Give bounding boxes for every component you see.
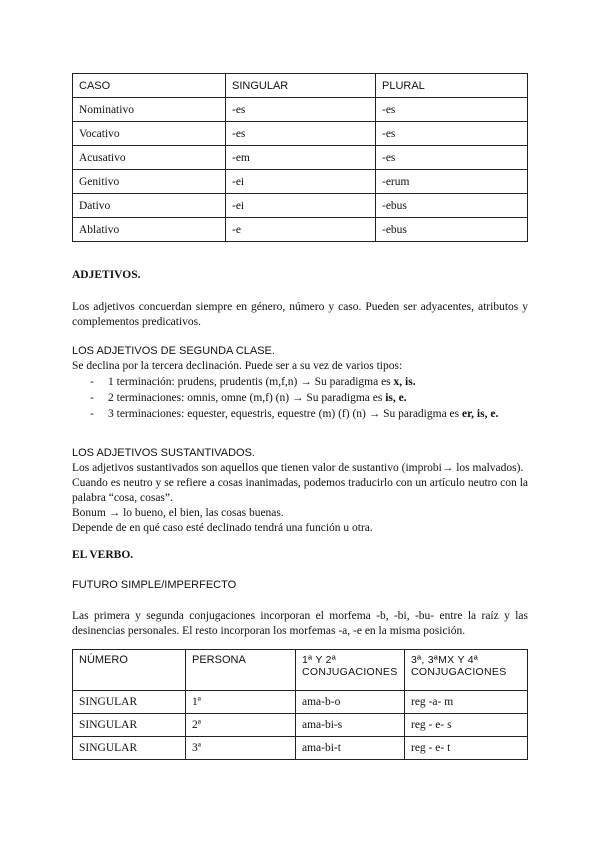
sustantivados-p1: Los adjetivos sustantivados son aquellos que tienen valor de sustantivo (improbi→ los malvados). (72, 462, 524, 474)
header-plural: PLURAL (376, 74, 528, 98)
table-row (73, 218, 528, 242)
table-cell: Nominativo (73, 98, 226, 122)
verbo-intro: Las primera y segunda conjugaciones incorporan el morfema -b, -bi, -bu- entre la raíz y las desinencias personales. El resto incorporan los morfemas -a, -e en la misma posición. (72, 610, 528, 637)
header-caso: CASO (73, 74, 226, 98)
table-cell: -ei (226, 194, 376, 218)
table-cell: 3ª (186, 737, 296, 760)
table-cell: 1ª (186, 691, 296, 714)
list-item-paradigm: x, is. (393, 376, 416, 388)
segunda-clase-heading: LOS ADJETIVOS DE SEGUNDA CLASE. (72, 345, 275, 357)
futuro-subheading: FUTURO SIMPLE/IMPERFECTO (72, 579, 237, 591)
table-cell: -e (226, 218, 376, 242)
table-cell: reg -a- m (405, 691, 528, 714)
table-cell: ama-bi-t (296, 737, 405, 760)
header-singular: SINGULAR (226, 74, 376, 98)
adjetivos-intro: Los adjetivos concuerdan siempre en género, número y caso. Pueden ser adyacentes, atributos y complementos predicativos. (72, 301, 528, 328)
table-cell: -es (376, 122, 528, 146)
list-item (90, 390, 530, 406)
conjugation-table (72, 649, 528, 760)
table-cell: -erum (376, 170, 528, 194)
table-cell: -es (226, 122, 376, 146)
table-cell: reg - e- s (405, 714, 528, 737)
table-row (73, 122, 528, 146)
table-cell: -es (376, 98, 528, 122)
header-numero: NÚMERO (73, 650, 186, 691)
table-cell: Ablativo (73, 218, 226, 242)
table-cell: ama-bi-s (296, 714, 405, 737)
sustantivados-p2: Cuando es neutro y se refiere a cosas inanimadas, podemos traducirlo con un artículo neutro con la palabra “cosa, cosas”. (72, 477, 528, 504)
table-cell: -es (226, 98, 376, 122)
table-cell: Genitivo (73, 170, 226, 194)
list-item-paradigm: is, e. (385, 392, 407, 404)
list-item (90, 406, 530, 422)
table-row (73, 691, 528, 714)
list-item-text: 1 terminación: prudens, prudentis (m,f,n) → Su paradigma es (108, 376, 394, 388)
sustantivados-heading: LOS ADJETIVOS SUSTANTIVADOS. (72, 447, 255, 459)
table-header-row (73, 74, 528, 98)
table-cell: SINGULAR (73, 737, 186, 760)
table-row (73, 170, 528, 194)
table-row (73, 737, 528, 760)
list-item-text: 3 terminaciones: equester, equestris, equestre (m) (f) (n) → Su paradigma es (108, 408, 463, 420)
table-cell: -ebus (376, 218, 528, 242)
table-cell: SINGULAR (73, 714, 186, 737)
verbo-heading: EL VERBO. (72, 549, 134, 561)
table-row (73, 714, 528, 737)
table-row (73, 98, 528, 122)
table-cell: Dativo (73, 194, 226, 218)
header-1-2-conjugaciones: 1ª Y 2ª CONJUGACIONES (296, 650, 405, 691)
list-item (90, 374, 530, 390)
table-cell: 2ª (186, 714, 296, 737)
table-cell: -ebus (376, 194, 528, 218)
table-cell: -es (376, 146, 528, 170)
segunda-clase-intro: Se declina por la tercera declinación. Puede ser a su vez de varios tipos: (72, 360, 403, 372)
table-cell: reg - e- t (405, 737, 528, 760)
sustantivados-p3: Bonum → lo bueno, el bien, las cosas buenas. (72, 507, 284, 519)
table-row (73, 146, 528, 170)
adjetivos-heading: ADJETIVOS. (72, 269, 141, 281)
table-cell: Vocativo (73, 122, 226, 146)
table-cell: -em (226, 146, 376, 170)
table-cell: ama-b-o (296, 691, 405, 714)
table-cell: -ei (226, 170, 376, 194)
header-persona: PERSONA (186, 650, 296, 691)
declension-table (72, 73, 528, 242)
list-item-paradigm: er, is, e. (462, 408, 499, 420)
table-cell: Acusativo (73, 146, 226, 170)
sustantivados-p4: Depende de en qué caso esté declinado tendrá una función u otra. (72, 522, 373, 534)
header-3-4-conjugaciones: 3ª, 3ªMX Y 4ª CONJUGACIONES (405, 650, 528, 691)
paradigm-list (90, 374, 530, 422)
table-row (73, 194, 528, 218)
list-item-text: 2 terminaciones: omnis, omne (m,f) (n) → Su paradigma es (108, 392, 386, 404)
table-header-row (73, 650, 528, 691)
table-cell: SINGULAR (73, 691, 186, 714)
